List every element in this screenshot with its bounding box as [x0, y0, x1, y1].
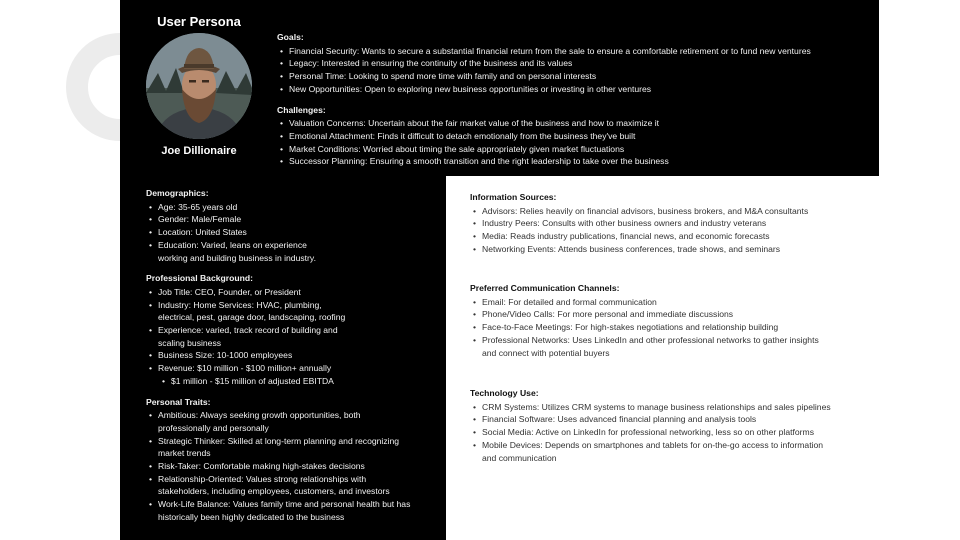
technology-heading: Technology Use:	[470, 388, 539, 398]
goal-item: • New Opportunities: Open to exploring new business opportunities or investing in other ventures	[277, 83, 877, 96]
technology-text: and communication	[482, 452, 557, 463]
info-source-item: • Industry Peers: Consults with other business owners and industry veterans	[470, 217, 870, 230]
demographics-item: • Age: 35-65 years old	[146, 201, 442, 214]
info-sources-heading: Information Sources:	[470, 192, 557, 202]
trait-text: Strategic Thinker: Skilled at long-term planning and recognizing	[158, 435, 400, 446]
professional-text: scaling business	[158, 337, 222, 348]
technology-item: • CRM Systems: Utilizes CRM systems to manage business relationships and sales pipelines	[470, 401, 870, 414]
challenges-heading: Challenges:	[277, 104, 326, 115]
trait-text: market trends	[158, 448, 211, 459]
avatar	[146, 33, 252, 139]
communication-item	[470, 334, 870, 359]
challenge-item: • Successor Planning: Ensuring a smooth transition and the right leadership to take over the business	[277, 155, 877, 168]
communication-item: • Email: For detailed and formal communication	[470, 296, 870, 309]
professional-text: Experience: varied, track record of building and	[158, 325, 338, 336]
trait-text: professionally and personally	[158, 422, 269, 433]
communication-heading: Preferred Communication Channels:	[470, 283, 620, 293]
demographics-heading: Demographics:	[146, 188, 209, 198]
communication-section	[470, 282, 870, 359]
communication-text: and connect with potential buyers	[482, 347, 610, 358]
technology-item	[470, 439, 870, 464]
challenge-item: • Emotional Attachment: Finds it difficult to detach emotionally from the business they've built	[277, 130, 877, 143]
technology-text: Mobile Devices: Depends on smartphones and tablets for on-the-go access to information	[482, 439, 824, 450]
info-source-item: • Media: Reads industry publications, financial news, and economic forecasts	[470, 230, 870, 243]
communication-text: Professional Networks: Uses LinkedIn and other professional networks to gather insights	[482, 334, 819, 345]
demographics-item	[146, 239, 442, 264]
trait-item: • Risk-Taker: Comfortable making high-stakes decisions	[146, 460, 442, 473]
communication-item: • Face-to-Face Meetings: For high-stakes negotiations and relationship building	[470, 321, 870, 334]
persona-name: Joe Dillionaire	[161, 145, 237, 157]
professional-heading: Professional Background:	[146, 273, 253, 284]
trait-text: stakeholders, including employees, customers, and investors	[158, 486, 390, 497]
goals-heading: Goals:	[277, 32, 304, 42]
professional-text: electrical, pest, garage door, landscaping, roofing	[158, 312, 346, 323]
professional-item: • Job Title: CEO, Founder, or President	[146, 286, 442, 299]
trait-item	[146, 435, 442, 460]
trait-item	[146, 473, 442, 498]
trait-text: Work-Life Balance: Values family time and personal health but has	[158, 499, 411, 510]
left-column	[146, 187, 442, 524]
challenge-item: • Valuation Concerns: Uncertain about the fair market value of the business and how to maximize it	[277, 117, 877, 130]
info-source-item: • Networking Events: Attends business conferences, trade shows, and seminars	[470, 243, 870, 256]
challenge-item: • Market Conditions: Worried about timing the sale appropriately given market fluctuations	[277, 143, 877, 156]
trait-text: Ambitious: Always seeking growth opportunities, both	[158, 410, 361, 421]
goal-item: • Financial Security: Wants to secure a substantial financial return from the sale to ensure a comfortable retirement or to fund new ventures	[277, 45, 877, 58]
demographics-text: Education: Varied, leans on experience	[158, 239, 307, 250]
professional-subitem: • $1 million - $15 million of adjusted EBITDA	[146, 375, 442, 388]
professional-text: Industry: Home Services: HVAC, plumbing,	[158, 299, 322, 310]
professional-item: • Business Size: 10-1000 employees	[146, 349, 442, 362]
goal-item: • Personal Time: Looking to spend more time with family and on personal interests	[277, 70, 877, 83]
goal-item: • Legacy: Interested in ensuring the continuity of the business and its values	[277, 57, 877, 70]
professional-item: • Revenue: $10 million - $100 million+ annually	[146, 362, 442, 375]
trait-text: Relationship-Oriented: Values strong relationships with	[158, 473, 367, 484]
traits-heading: Personal Traits:	[146, 396, 211, 407]
goals-section	[277, 31, 877, 168]
info-source-item: • Advisors: Relies heavily on financial advisors, business brokers, and M&A consultants	[470, 205, 870, 218]
trait-text: historically been highly dedicated to the business	[158, 511, 345, 522]
info-sources-section	[470, 191, 870, 256]
technology-section	[470, 387, 870, 464]
technology-item: • Financial Software: Uses advanced financial planning and analysis tools	[470, 413, 870, 426]
demographics-item: • Location: United States	[146, 226, 442, 239]
demographics-item: • Gender: Male/Female	[146, 213, 442, 226]
demographics-text: working and building business in industry.	[158, 252, 316, 263]
professional-item	[146, 324, 442, 349]
trait-item	[146, 498, 442, 523]
technology-item: • Social Media: Active on LinkedIn for professional networking, less so on other platforms	[470, 426, 870, 439]
trait-item	[146, 409, 442, 434]
communication-item: • Phone/Video Calls: For more personal and immediate discussions	[470, 308, 870, 321]
person-photo-icon	[146, 33, 252, 139]
professional-item	[146, 299, 442, 324]
persona-title: User Persona	[157, 14, 241, 29]
